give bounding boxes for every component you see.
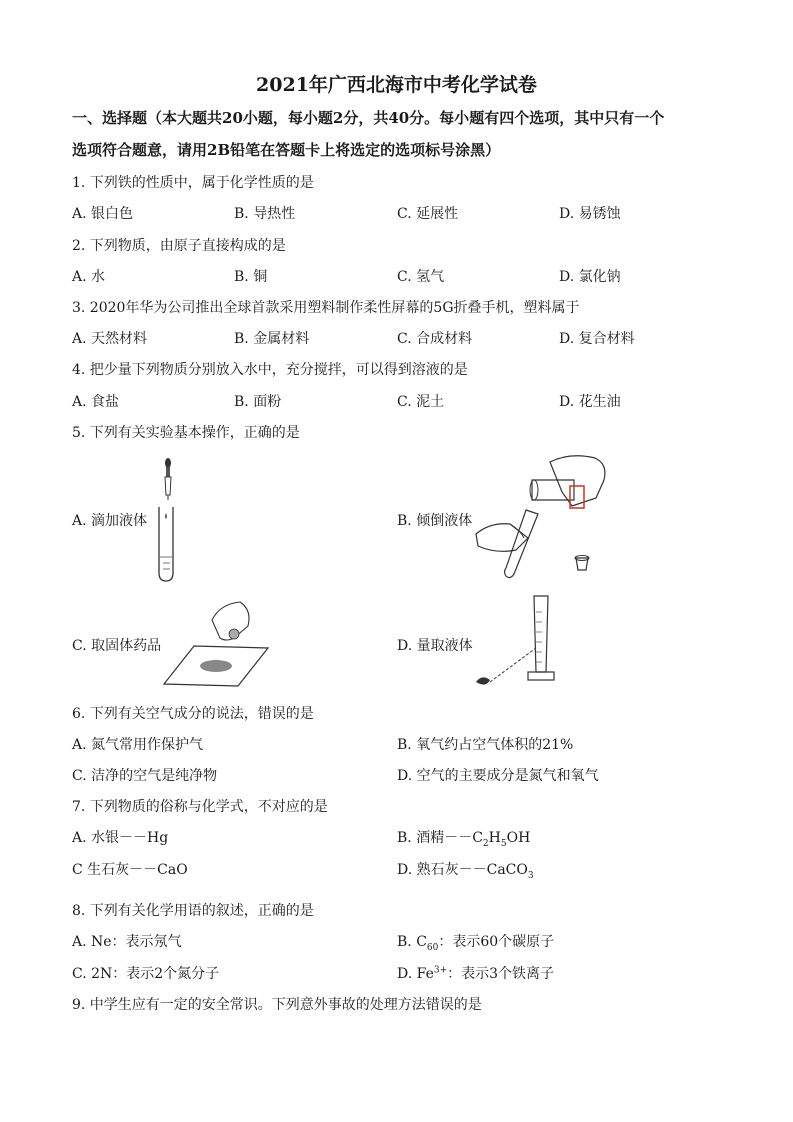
measuring-cylinder-figure [470, 592, 565, 692]
solid-reagent-figure [160, 598, 275, 693]
page-title: 2021年广西北海市中考化学试卷 [256, 74, 537, 96]
question-4-option-c: C. 泥土 [397, 394, 445, 410]
question-5-option-b: B. 倾倒液体 [397, 513, 473, 529]
question-8-option-a: A. Ne：表示氖气 [72, 934, 182, 950]
question-2-option-d: D. 氯化钠 [559, 269, 621, 285]
section-heading-line1: 一、选择题（本大题共20小题，每小题2分，共40分。每小题有四个选项，其中只有一个 [72, 109, 665, 127]
question-4-stem: 4. 把少量下列物质分别放入水中，充分搅拌，可以得到溶液的是 [72, 362, 468, 378]
question-2-stem: 2. 下列物质，由原子直接构成的是 [72, 238, 286, 254]
question-3-option-a: A. 天然材料 [72, 331, 148, 347]
question-7-option-c: C 生石灰－－CaO [72, 862, 188, 878]
question-6-option-a: A. 氮气常用作保护气 [72, 737, 204, 753]
dropper-test-tube-figure [150, 455, 190, 585]
question-4-option-b: B. 面粉 [234, 394, 282, 410]
question-1-option-d: D. 易锈蚀 [559, 206, 621, 222]
question-1-option-b: B. 导热性 [234, 206, 296, 222]
question-8-option-d: D. $Fe^{3+}$：表示3个铁离子 [397, 965, 555, 982]
question-3-option-b: B. 金属材料 [234, 331, 310, 347]
question-1-stem: 1. 下列铁的性质中，属于化学性质的是 [72, 175, 314, 191]
question-6-option-c: C. 洁净的空气是纯净物 [72, 768, 218, 784]
question-3-option-c: C. 合成材料 [397, 331, 473, 347]
question-8-option-b: B. $C_{60}$：表示60个碳原子 [397, 934, 555, 953]
question-6-option-d: D. 空气的主要成分是氮气和氧气 [397, 768, 599, 784]
question-6-option-b: B. 氧气约占空气体积的21% [397, 737, 574, 753]
question-5-stem: 5. 下列有关实验基本操作，正确的是 [72, 425, 300, 441]
question-4-option-d: D. 花生油 [559, 394, 621, 410]
pouring-liquid-figure [470, 450, 610, 590]
question-5-option-a: A. 滴加液体 [72, 513, 148, 529]
question-2-option-c: C. 氢气 [397, 269, 445, 285]
question-5-option-c: C. 取固体药品 [72, 638, 162, 654]
question-7-option-a: A. 水银－－Hg [72, 830, 169, 846]
question-9-stem: 9. 中学生应有一定的安全常识。下列意外事故的处理方法错误的是 [72, 997, 482, 1013]
question-2-option-a: A. 水 [72, 269, 106, 285]
question-7-option-d: D. 熟石灰－－CaCO$_3$ [397, 862, 534, 881]
question-8-option-c: C. 2N：表示2个氮分子 [72, 966, 220, 982]
question-5-option-d: D. 量取液体 [397, 638, 473, 654]
question-3-option-d: D. 复合材料 [559, 331, 635, 347]
question-7-stem: 7. 下列物质的俗称与化学式，不对应的是 [72, 799, 328, 815]
question-7-option-b: B. 酒精$--C_2H_5OH$ [397, 830, 531, 849]
question-2-option-b: B. 铜 [234, 269, 268, 285]
question-6-stem: 6. 下列有关空气成分的说法，错误的是 [72, 706, 314, 722]
question-4-option-a: A. 食盐 [72, 394, 120, 410]
section-heading-line2: 选项符合题意，请用2B铅笔在答题卡上将选定的选项标号涂黑） [72, 141, 501, 159]
question-1-option-a: A. 银白色 [72, 206, 134, 222]
question-3-stem: 3. 2020年华为公司推出全球首款采用塑料制作柔性屏幕的5G折叠手机，塑料属于 [72, 300, 580, 316]
question-8-stem: 8. 下列有关化学用语的叙述，正确的是 [72, 903, 314, 919]
question-1-option-c: C. 延展性 [397, 206, 459, 222]
